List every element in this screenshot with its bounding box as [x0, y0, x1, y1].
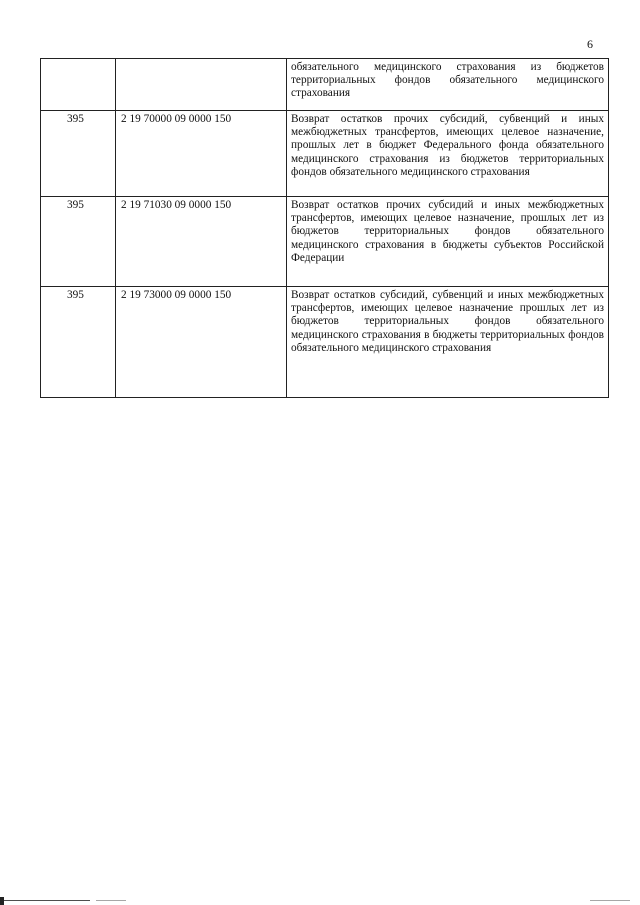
- budget-code-cell: [116, 59, 287, 111]
- description-cell: Возврат остатков прочих субсидий и иных межбюджетных трансфертов, имеющих целевое назначение, прошлых лет из бюджетов территориальных фондов обязательного медицинского страхования в бюджеты субъектов Российской Федерации: [287, 197, 609, 287]
- scan-artifact: [4, 900, 90, 901]
- scan-artifact: [0, 897, 4, 905]
- table-row: [41, 287, 609, 398]
- budget-code-cell: 2 19 70000 09 0000 150: [116, 111, 287, 197]
- description-cell: Возврат остатков субсидий, субвенций и иных межбюджетных трансфертов, имеющих целевое назначение прошлых лет из бюджетов территориальных фондов обязательного медицинского страхования в бюджеты территориальных фондов обязательного медицинского страхования: [287, 287, 609, 398]
- table-row: [41, 197, 609, 287]
- page-number: 6: [587, 37, 593, 51]
- admin-code-cell: 395: [41, 111, 116, 197]
- budget-code-cell: 2 19 73000 09 0000 150: [116, 287, 287, 398]
- admin-code-cell: 395: [41, 197, 116, 287]
- admin-code-cell: 395: [41, 287, 116, 398]
- budget-code-cell: 2 19 71030 09 0000 150: [116, 197, 287, 287]
- scan-artifact: [96, 900, 126, 901]
- admin-code-cell: [41, 59, 116, 111]
- table-row: [41, 111, 609, 197]
- description-cell: обязательного медицинского страхования из бюджетов территориальных фондов обязательного медицинского страхования: [287, 59, 609, 111]
- scan-artifact: [590, 900, 630, 901]
- description-cell: Возврат остатков прочих субсидий, субвенций и иных межбюджетных трансфертов, имеющих целевое назначение, прошлых лет в бюджет Федерального фонда обязательного медицинского страхования из бюджетов территориальных фондов обязательного медицинского страхования: [287, 111, 609, 197]
- budget-codes-table: [40, 58, 609, 398]
- table-row: [41, 59, 609, 111]
